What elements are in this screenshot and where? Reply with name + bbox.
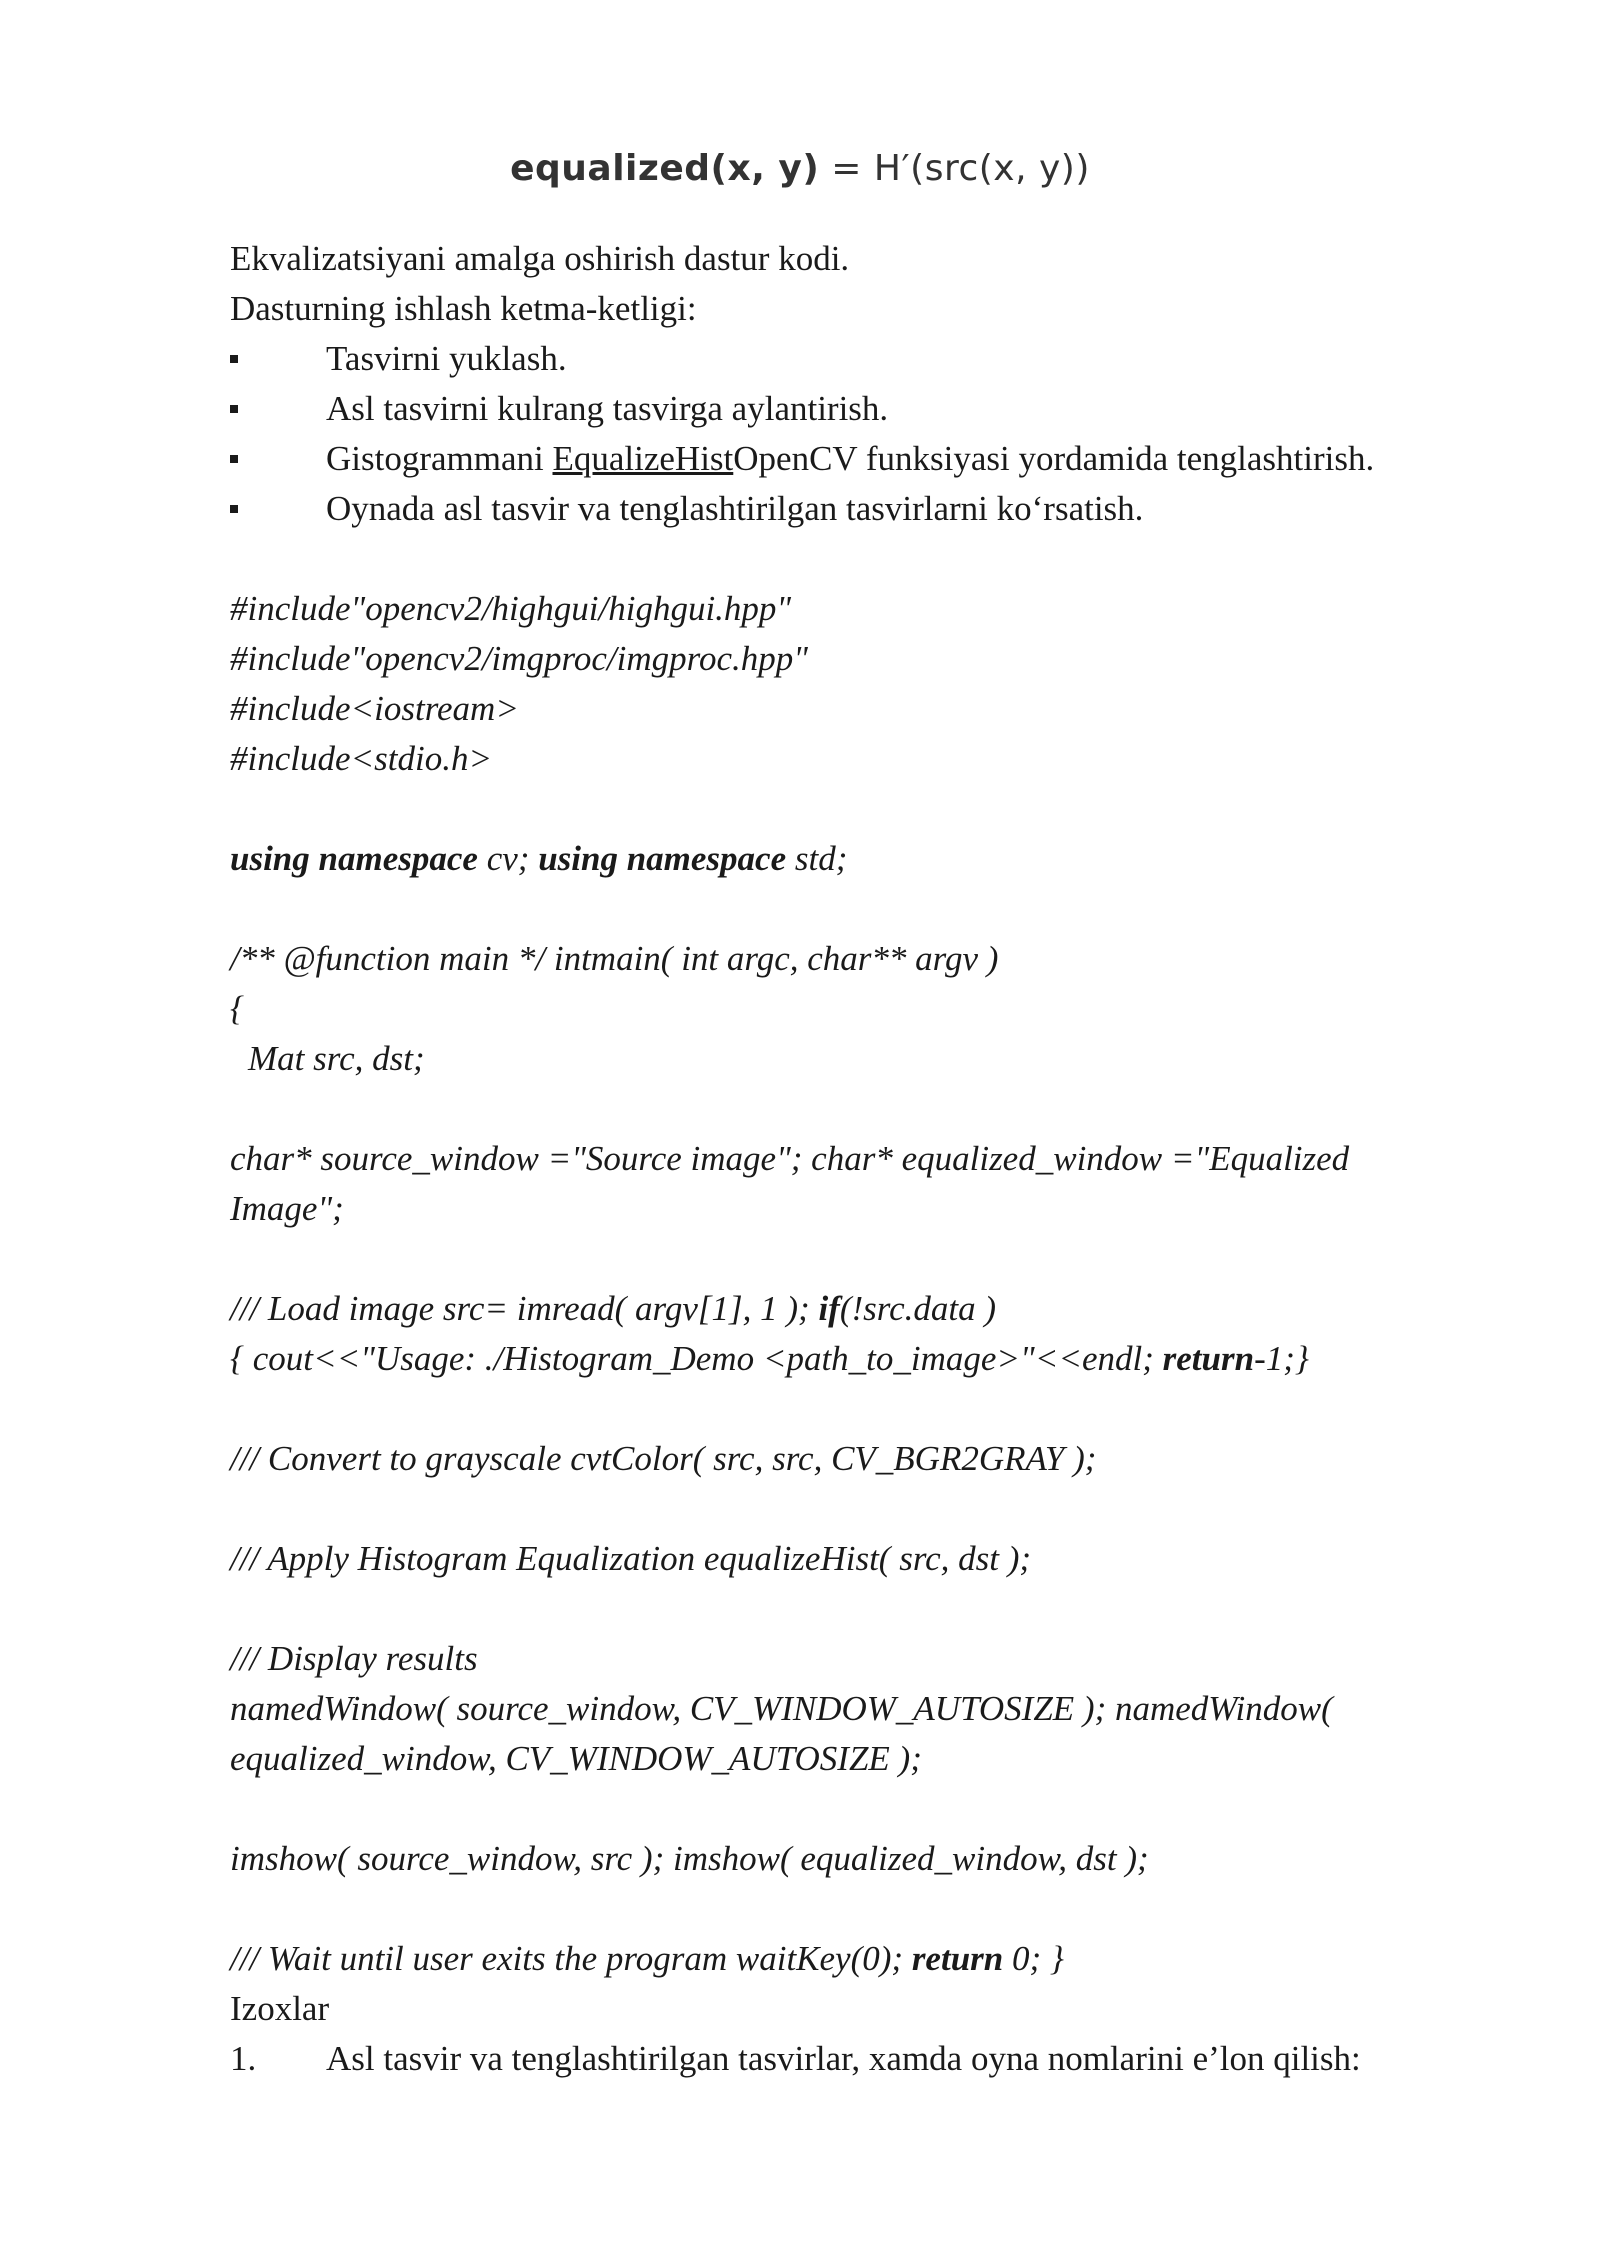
code-include-4: #include<stdio.h> xyxy=(230,739,493,778)
code-main-signature: /** @function main */ intmain( int argc, char** argv ) xyxy=(230,939,999,978)
code-keyword: return xyxy=(1162,1339,1255,1378)
notes-item-number: 1. xyxy=(230,2039,257,2078)
code-load-line xyxy=(230,1284,1480,1334)
code-named-line-1: namedWindow( source_window, CV_WINDOW_AUTOSIZE ); namedWindow( xyxy=(230,1689,1333,1728)
step-item xyxy=(230,434,1480,484)
step-item xyxy=(230,384,1480,434)
code-text: cv; xyxy=(477,839,539,878)
square-bullet-icon xyxy=(230,455,238,463)
code-apply-line: /// Apply Histogram Equalization equalizeHist( src, dst ); xyxy=(230,1539,1032,1578)
square-bullet-icon xyxy=(230,505,238,513)
code-listing xyxy=(230,584,1480,1984)
notes-item xyxy=(230,2034,1480,2084)
code-imshow-line: imshow( source_window, src ); imshow( equalized_window, dst ); xyxy=(230,1839,1149,1878)
code-char-line-2: Image"; xyxy=(230,1189,344,1228)
code-brace-open: { xyxy=(230,989,244,1028)
code-text: { cout<<"Usage: ./Histogram_Demo <path_to_image>"<<endl; xyxy=(230,1339,1163,1378)
code-text: std; xyxy=(786,839,848,878)
code-text: -1;} xyxy=(1254,1339,1309,1378)
formula-rhs: H′(src(x, y)) xyxy=(873,148,1090,189)
code-keyword: using namespace xyxy=(230,839,478,878)
code-mat-decl: Mat src, dst; xyxy=(248,1039,425,1078)
step-text xyxy=(326,434,1374,484)
formula-eq: = xyxy=(819,148,874,189)
code-keyword: return xyxy=(911,1939,1004,1978)
square-bullet-icon xyxy=(230,355,238,363)
step-text-after: OpenCV funksiyasi yordamida tenglashtirish. xyxy=(733,439,1375,478)
code-text: /// Wait until user exits the program waitKey(0); xyxy=(230,1939,912,1978)
formula-lhs: equalized(x, y) xyxy=(510,148,820,189)
code-display-comment: /// Display results xyxy=(230,1639,478,1678)
step-item xyxy=(230,484,1480,534)
code-text: 0; } xyxy=(1003,1939,1064,1978)
equalizehist-link[interactable]: EqualizeHist xyxy=(552,439,734,478)
intro-line-2: Dasturning ishlash ketma-ketligi: xyxy=(230,289,697,328)
equalization-formula xyxy=(0,148,1600,189)
step-text: Oynada asl tasvir va tenglashtirilgan tasvirlarni ko‘rsatish. xyxy=(326,489,1144,528)
step-text: Tasvirni yuklash. xyxy=(326,339,567,378)
step-text-before: Gistogrammani xyxy=(326,439,553,478)
code-keyword: using namespace xyxy=(538,839,787,878)
code-cout-line xyxy=(230,1334,1480,1384)
code-text: (!src.data ) xyxy=(839,1289,996,1328)
step-text: Asl tasvirni kulrang tasvirga aylantirish. xyxy=(326,389,889,428)
code-include-1: #include"opencv2/highgui/highgui.hpp" xyxy=(230,589,792,628)
code-char-line-1: char* source_window ="Source image"; char* equalized_window ="Equalized xyxy=(230,1139,1350,1178)
code-include-3: #include<iostream> xyxy=(230,689,519,728)
code-wait-line xyxy=(230,1934,1480,1984)
document-body xyxy=(230,234,1480,2084)
intro-line-1: Ekvalizatsiyani amalga oshirish dastur kodi. xyxy=(230,239,850,278)
step-item xyxy=(230,334,1480,384)
code-include-2: #include"opencv2/imgproc/imgproc.hpp" xyxy=(230,639,808,678)
code-keyword: if xyxy=(818,1289,840,1328)
code-text: /// Load image src= imread( argv[1], 1 ); xyxy=(230,1289,819,1328)
code-convert-line: /// Convert to grayscale cvtColor( src, src, CV_BGR2GRAY ); xyxy=(230,1439,1097,1478)
notes-heading: Izoxlar xyxy=(230,1989,330,2028)
notes-item-text: Asl tasvir va tenglashtirilgan tasvirlar, xamda oyna nomlarini e’lon qilish: xyxy=(326,2039,1361,2078)
square-bullet-icon xyxy=(230,405,238,413)
code-using-line xyxy=(230,834,1480,884)
code-named-line-2: equalized_window, CV_WINDOW_AUTOSIZE ); xyxy=(230,1739,922,1778)
